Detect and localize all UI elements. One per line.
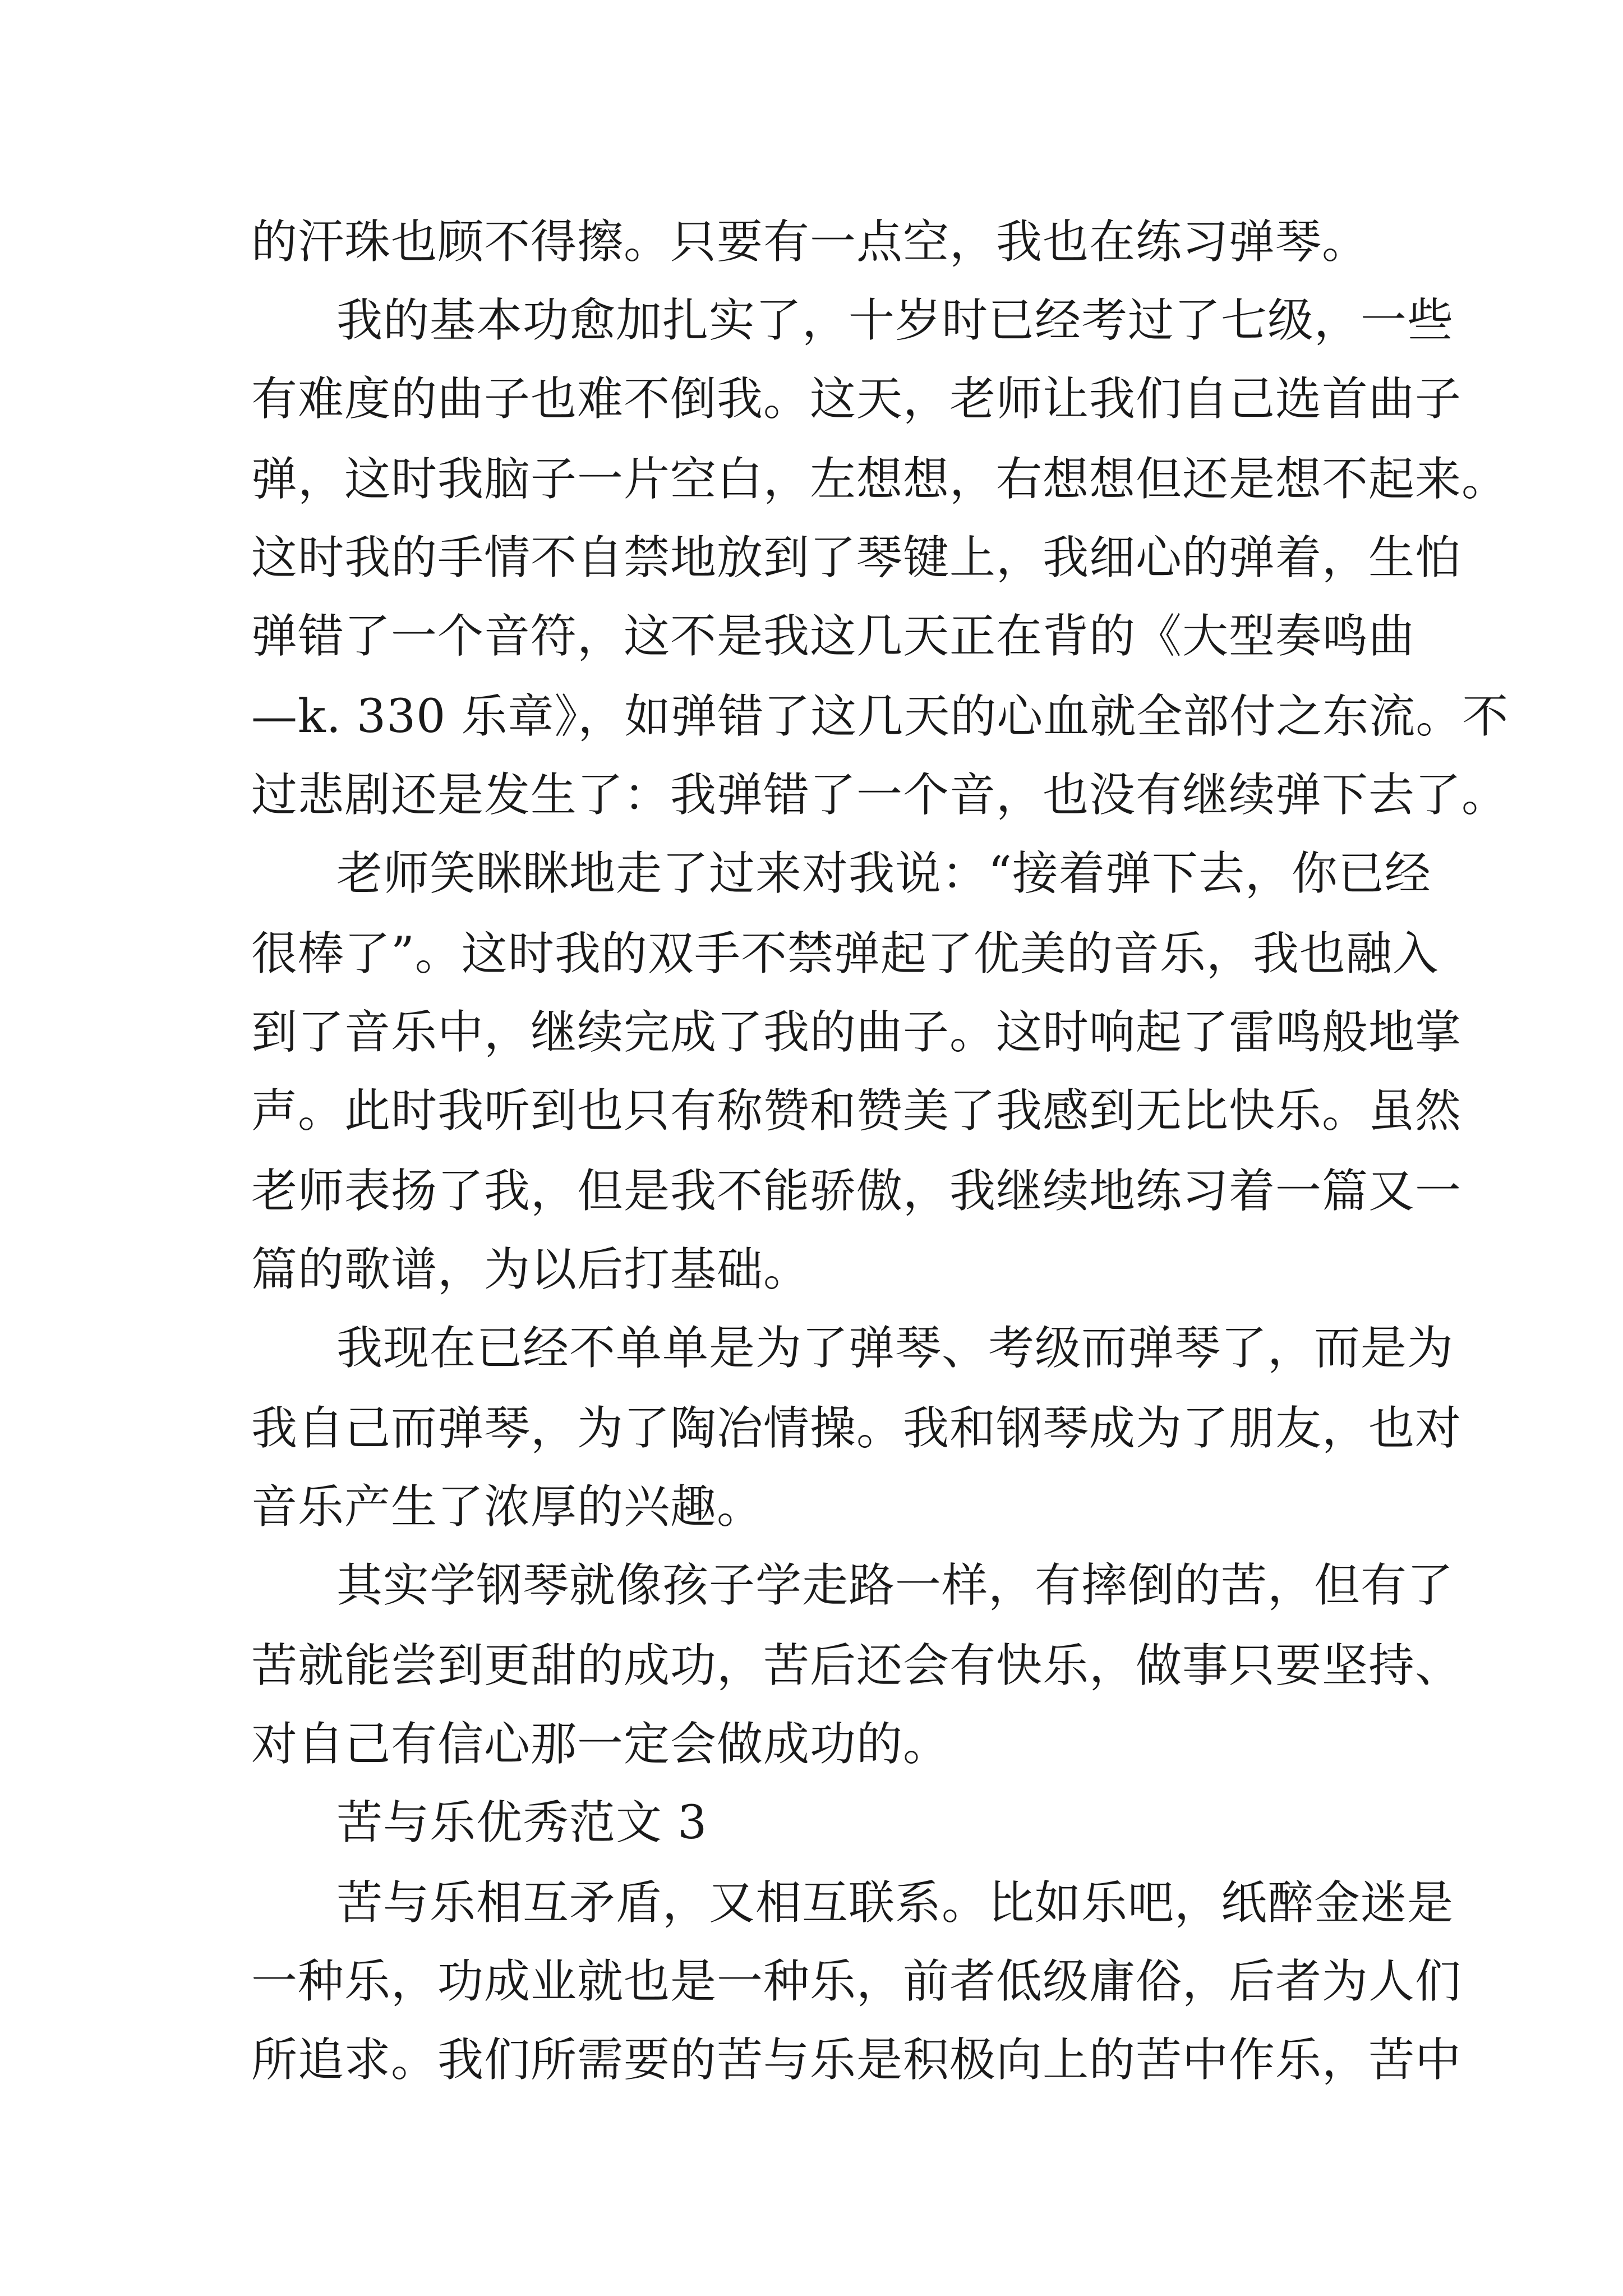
text-line: 这时我的手情不自禁地放到了琴键上，我细心的弹着，生怕 (251, 531, 1462, 585)
text-line: 一种乐，功成业就也是一种乐，前者低级庸俗，后者为人们 (251, 1955, 1462, 2008)
text-line: 所追求。我们所需要的苦与乐是积极向上的苦中作乐，苦中 (251, 2033, 1462, 2087)
paragraph-start: 老师笑眯眯地走了过来对我说：“接着弹下去，你已经 (336, 847, 1431, 900)
paragraph-start: 我现在已经不单单是为了弹琴、考级而弹琴了，而是为 (336, 1322, 1454, 1375)
text-line: 过悲剧还是发生了：我弹错了一个音，也没有继续弹下去了。 (251, 769, 1509, 822)
text-line: 我自己而弹琴，为了陶冶情操。我和钢琴成为了朋友，也对 (251, 1402, 1462, 1455)
paragraph-start: 我的基本功愈加扎实了，十岁时已经考过了七级，一些 (336, 294, 1454, 347)
paragraph-start: 其实学钢琴就像孩子学走路一样，有摔倒的苦，但有了 (336, 1559, 1454, 1612)
text-line: 音乐产生了浓厚的兴趣。 (251, 1480, 764, 1534)
text-line: 很棒了”。这时我的双手不禁弹起了优美的音乐，我也融入 (251, 927, 1439, 981)
text-line: 老师表扬了我，但是我不能骄傲，我继续地练习着一篇又一 (251, 1165, 1462, 1218)
text-line: —k. 330 乐章》，如弹错了这几天的心血就全部付之东流。不 (251, 690, 1509, 743)
text-line: 有难度的曲子也难不倒我。这天，老师让我们自己选首曲子 (251, 372, 1462, 426)
text-line: 弹，这时我脑子一片空白，左想想，右想想但还是想不起来。 (251, 453, 1509, 506)
text-line: 到了音乐中，继续完成了我的曲子。这时响起了雷鸣般地掌 (251, 1006, 1462, 1059)
section-heading: 苦与乐优秀范文 3 (336, 1796, 708, 1849)
text-line: 弹错了一个音符，这不是我这几天正在背的《大型奏鸣曲 (251, 610, 1415, 663)
text-line: 对自己有信心那一定会做成功的。 (251, 1718, 950, 1771)
text-line: 声。此时我听到也只有称赞和赞美了我感到无比快乐。虽然 (251, 1084, 1462, 1138)
text-line: 的汗珠也顾不得擦。只要有一点空，我也在练习弹琴。 (251, 215, 1369, 269)
paragraph-start: 苦与乐相互矛盾，又相互联系。比如乐吧，纸醉金迷是 (336, 1876, 1454, 1930)
text-line: 篇的歌谱，为以后打基础。 (251, 1243, 810, 1296)
text-line: 苦就能尝到更甜的成功，苦后还会有快乐，做事只要坚持、 (251, 1639, 1462, 1692)
